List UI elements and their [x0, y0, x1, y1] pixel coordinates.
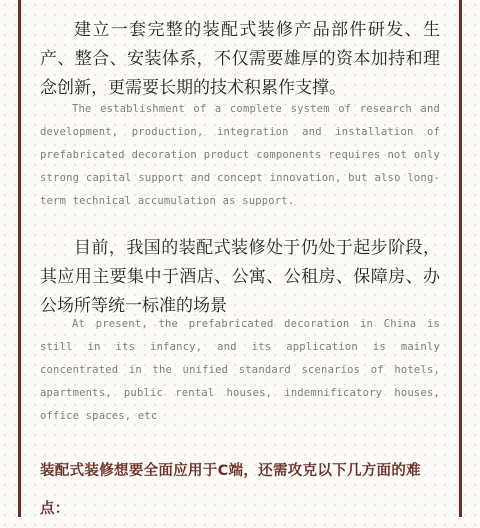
paragraph-1-chinese: 建立一套完整的装配式装修产品部件研发、生产、整合、安装体系，不仅需要雄厚的资本加持和理念创新，更需要长期的技术积累作支撑。	[40, 20, 440, 98]
left-frame-border	[18, 0, 21, 517]
paragraph-2-chinese: 目前，我国的装配式装修处于仍处于起步阶段，其应用主要集中于酒店、公寓、公租房、保障房、办公场所等统一标准的场景	[40, 238, 440, 316]
paragraph-1-english: The establishment of a complete system of research and development, production, integration and installation of prefabricated decoration product components requires not only strong capital support and concept innovation, but also long-term technical accumulation as support.	[40, 103, 440, 207]
paragraph-2-english: At present, the prefabricated decoration in China is still in its infancy, and its application is mainly concentrated in the unified standard scenarios of hotels, apartments, public rental houses, indemnificatory houses, office spaces, etc	[40, 318, 440, 422]
section-heading: 装配式装修想要全面应用于C端，还需攻克以下几方面的难点：	[40, 463, 421, 517]
right-frame-border	[459, 0, 462, 517]
